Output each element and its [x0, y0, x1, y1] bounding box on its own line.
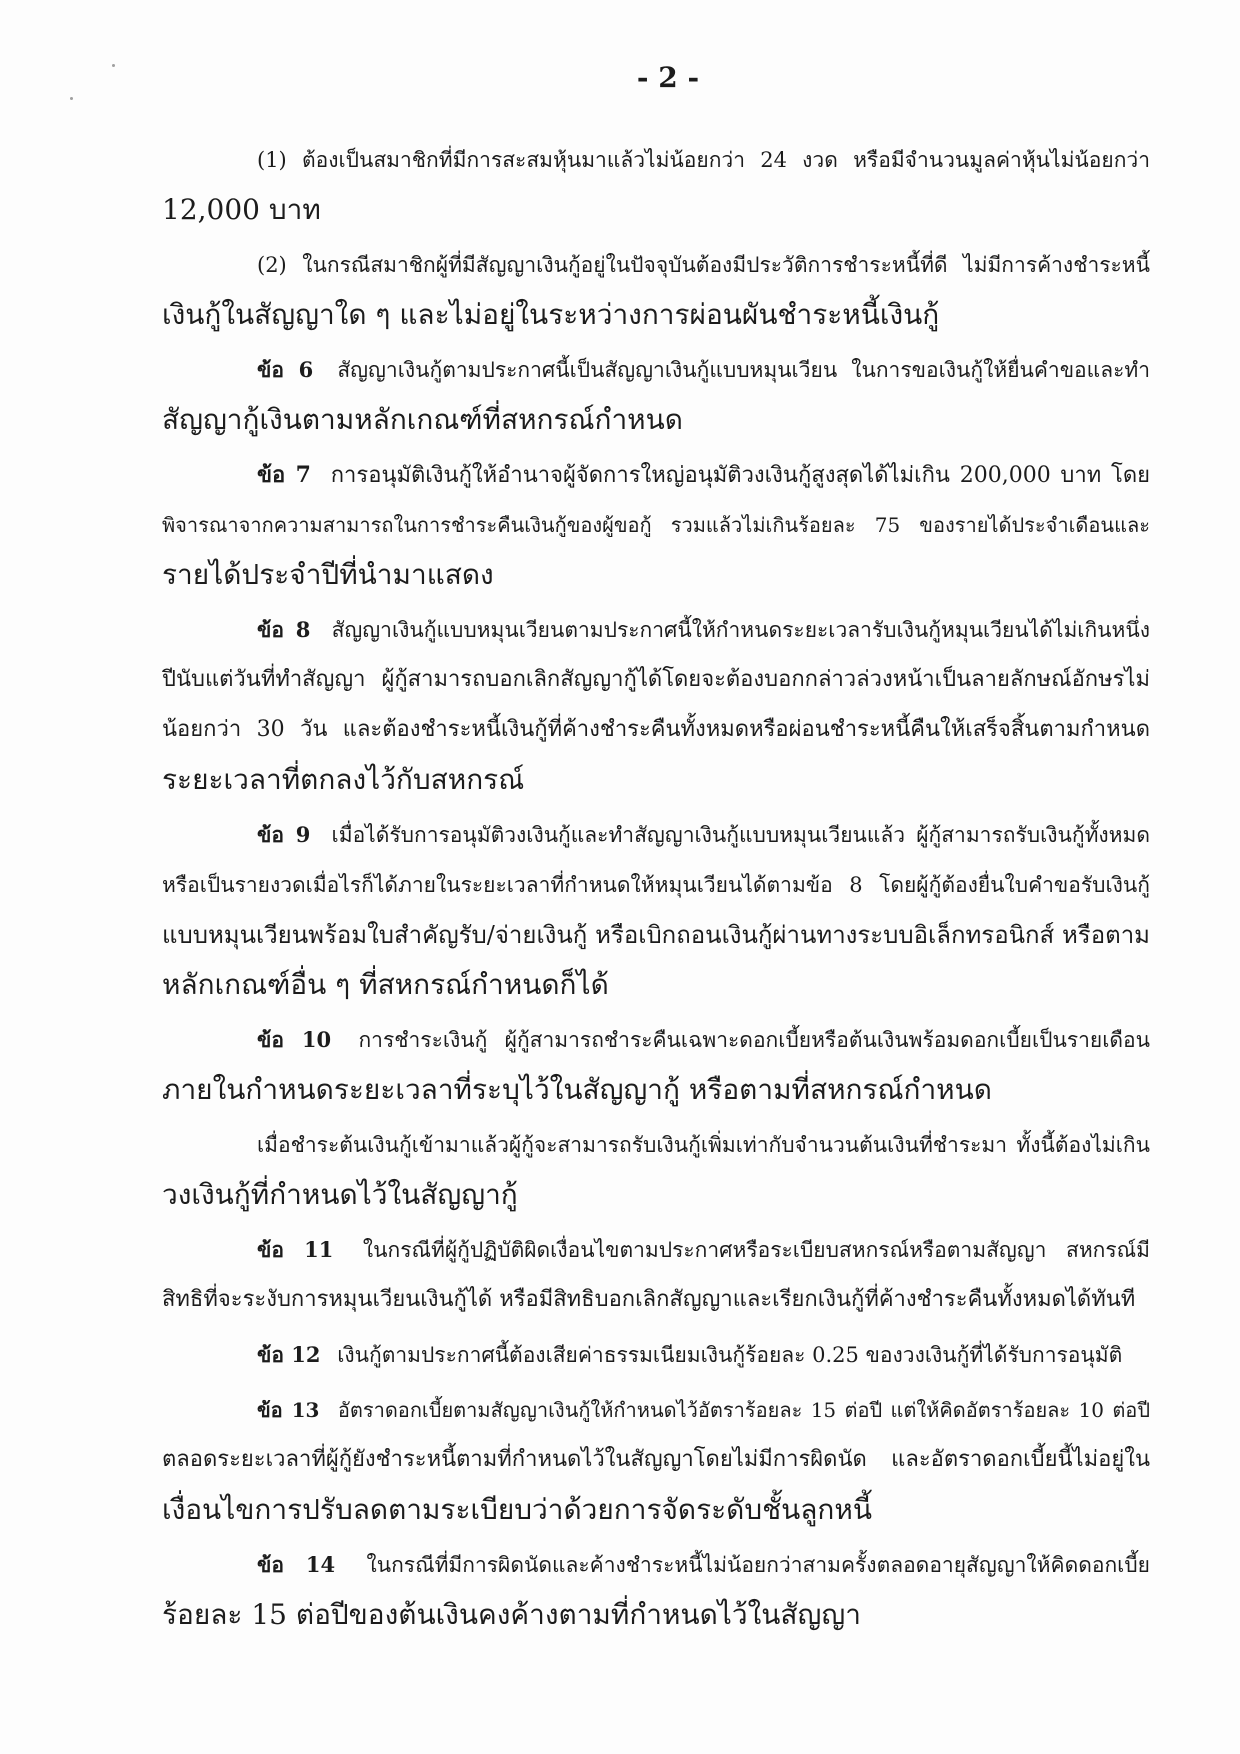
text-line: สัญญากู้เงินตามหลักเกณฑ์ที่สหกรณ์กำหนด — [162, 403, 683, 436]
clause-7 — [162, 450, 1150, 600]
clause-14 — [162, 1540, 1150, 1640]
text-line: แบบหมุนเวียนพร้อมใบสำคัญรับ/จ่ายเงินกู้ หรือเบิกถอนเงินกู้ผ่านทางระบบอิเล็กทรอนิกส์ หรือตาม — [162, 921, 1150, 949]
text-line — [162, 1015, 1150, 1065]
text-line — [162, 1540, 1150, 1590]
text-line: ระยะเวลาที่ตกลงไว้กับสหกรณ์ — [162, 763, 525, 796]
clause-text: สัญญาเงินกู้ตามประกาศนี้เป็นสัญญาเงินกู้แบบหมุนเวียน ในการขอเงินกู้ให้ยื่นคำขอและทำ — [337, 358, 1150, 382]
text-line: (2) ในกรณีสมาชิกผู้ที่มีสัญญาเงินกู้อยู่ในปัจจุบันต้องมีประวัติการชำระหนี้ที่ดี ไม่มีการค้างชำระหนี้ — [257, 253, 1150, 277]
page-number: - 2 - — [636, 61, 700, 94]
clause-12 — [162, 1330, 1150, 1380]
clause-text: การชำระเงินกู้ ผู้กู้สามารถชำระคืนเฉพาะดอกเบี้ยหรือต้นเงินพร้อมดอกเบี้ยเป็นรายเดือน — [358, 1028, 1150, 1052]
clause-9 — [162, 810, 1150, 1010]
text-line: เงินกู้ในสัญญาใด ๆ และไม่อยู่ในระหว่างการผ่อนผันชำระหนี้เงินกู้ — [162, 298, 940, 331]
text-line: ร้อยละ 15 ต่อปีของต้นเงินคงค้างตามที่กำหนดไว้ในสัญญา — [162, 1598, 861, 1631]
clause-text: การอนุมัติเงินกู้ให้อำนาจผู้จัดการใหญ่อนุมัติวงเงินกู้สูงสุดได้ไม่เกิน 200,000 บาท โดย — [330, 463, 1150, 488]
text-line: พิจารณาจากความสามารถในการชำระคืนเงินกู้ของผู้ขอกู้ รวมแล้วไม่เกินร้อยละ 75 ของรายได้ประจำเดือนและ — [162, 513, 1150, 537]
scan-speck — [70, 97, 73, 100]
clause-label: ข้อ 12 — [257, 1342, 321, 1367]
text-line: ปีนับแต่วันที่ทำสัญญา ผู้กู้สามารถบอกเลิกสัญญากู้ได้โดยจะต้องบอกกล่าวล่วงหน้าเป็นลายลักษณ์อักษรไม่ — [162, 667, 1150, 692]
clause-label: ข้อ 6 — [257, 357, 314, 382]
clause-13 — [162, 1385, 1150, 1535]
clause-text: อัตราดอกเบี้ยตามสัญญาเงินกู้ให้กำหนดไว้อัตราร้อยละ 15 ต่อปี แต่ให้คิดอัตราร้อยละ 10 ต่อปี — [337, 1398, 1150, 1422]
text-line: น้อยกว่า 30 วัน และต้องชำระหนี้เงินกู้ที่ค้างชำระคืนทั้งหมดหรือผ่อนชำระหนี้คืนให้เสร็จสิ้นตามกำหนด — [162, 717, 1150, 742]
clause-label: ข้อ 10 — [257, 1027, 332, 1052]
text-line: ตลอดระยะเวลาที่ผู้กู้ยังชำระหนี้ตามที่กำหนดไว้ในสัญญาโดยไม่มีการผิดนัด และอัตราดอกเบี้ยนี้ไม่อยู่ใน — [162, 1447, 1150, 1472]
text-line: ภายในกำหนดระยะเวลาที่ระบุไว้ในสัญญากู้ หรือตามที่สหกรณ์กำหนด — [162, 1073, 992, 1106]
clause-8 — [162, 605, 1150, 805]
clause-10-continuation — [162, 1120, 1150, 1220]
clause-text: เมื่อได้รับการอนุมัติวงเงินกู้และทำสัญญาเงินกู้แบบหมุนเวียนแล้ว ผู้กู้สามารถรับเงินกู้ทั้งหมด — [331, 823, 1150, 847]
text-line — [162, 810, 1150, 860]
text-line: สิทธิที่จะระงับการหมุนเวียนเงินกู้ได้ หรือมีสิทธิบอกเลิกสัญญาและเรียกเงินกู้ที่ค้างชำระคืนทั้งหมดได้ทันที — [162, 1287, 1136, 1312]
clause-text: ในกรณีที่ผู้กู้ปฏิบัติผิดเงื่อนไขตามประกาศหรือระเบียบสหกรณ์หรือตามสัญญา สหกรณ์มี — [362, 1238, 1150, 1262]
item-1 — [162, 135, 1150, 235]
text-line: (1) ต้องเป็นสมาชิกที่มีการสะสมหุ้นมาแล้วไม่น้อยกว่า 24 งวด หรือมีจำนวนมูลค่าหุ้นไม่น้อยกว่า — [257, 148, 1150, 172]
clause-text: เงินกู้ตามประกาศนี้ต้องเสียค่าธรรมเนียมเงินกู้ร้อยละ 0.25 ของวงเงินกู้ที่ได้รับการอนุมัติ — [337, 1343, 1123, 1367]
clause-label: ข้อ 14 — [257, 1552, 336, 1577]
clause-text: สัญญาเงินกู้แบบหมุนเวียนตามประกาศนี้ให้กำหนดระยะเวลารับเงินกู้หมุนเวียนได้ไม่เกินหนึ่ง — [331, 618, 1150, 642]
text-line — [162, 1225, 1150, 1275]
item-2 — [162, 240, 1150, 340]
text-line: วงเงินกู้ที่กำหนดไว้ในสัญญากู้ — [162, 1178, 518, 1211]
text-line: รายได้ประจำปีที่นำมาแสดง — [162, 558, 494, 591]
scan-speck — [112, 64, 115, 67]
clause-11 — [162, 1225, 1150, 1325]
clause-6 — [162, 345, 1150, 445]
text-line: หรือเป็นรายงวดเมื่อไรก็ได้ภายในระยะเวลาที่กำหนดให้หมุนเวียนได้ตามข้อ 8 โดยผู้กู้ต้องยื่นใบคำขอรับเงินกู้ — [162, 873, 1150, 897]
text-line: หลักเกณฑ์อื่น ๆ ที่สหกรณ์กำหนดก็ได้ — [162, 968, 609, 1001]
clause-text: ในกรณีที่มีการผิดนัดและค้างชำระหนี้ไม่น้อยกว่าสามครั้งตลอดอายุสัญญาให้คิดดอกเบี้ย — [366, 1553, 1150, 1577]
clause-label: ข้อ 8 — [257, 617, 311, 642]
text-line — [162, 1385, 1150, 1435]
text-line — [162, 1330, 1150, 1380]
document-body — [162, 135, 1150, 1640]
clause-label: ข้อ 13 — [257, 1398, 320, 1422]
clause-10 — [162, 1015, 1150, 1115]
text-line — [162, 345, 1150, 395]
clause-label: ข้อ 9 — [257, 822, 311, 847]
text-line: เมื่อชำระต้นเงินกู้เข้ามาแล้วผู้กู้จะสามารถรับเงินกู้เพิ่มเท่ากับจำนวนต้นเงินที่ชำระมา ทั้งนี้ต้องไม่เกิน — [257, 1133, 1150, 1157]
text-line: 12,000 บาท — [162, 193, 321, 226]
text-line: เงื่อนไขการปรับลดตามระเบียบว่าด้วยการจัดระดับชั้นลูกหนี้ — [162, 1493, 872, 1526]
clause-label: ข้อ 7 — [257, 462, 311, 488]
text-line — [162, 605, 1150, 655]
text-line — [162, 450, 1150, 500]
clause-label: ข้อ 11 — [257, 1237, 334, 1262]
